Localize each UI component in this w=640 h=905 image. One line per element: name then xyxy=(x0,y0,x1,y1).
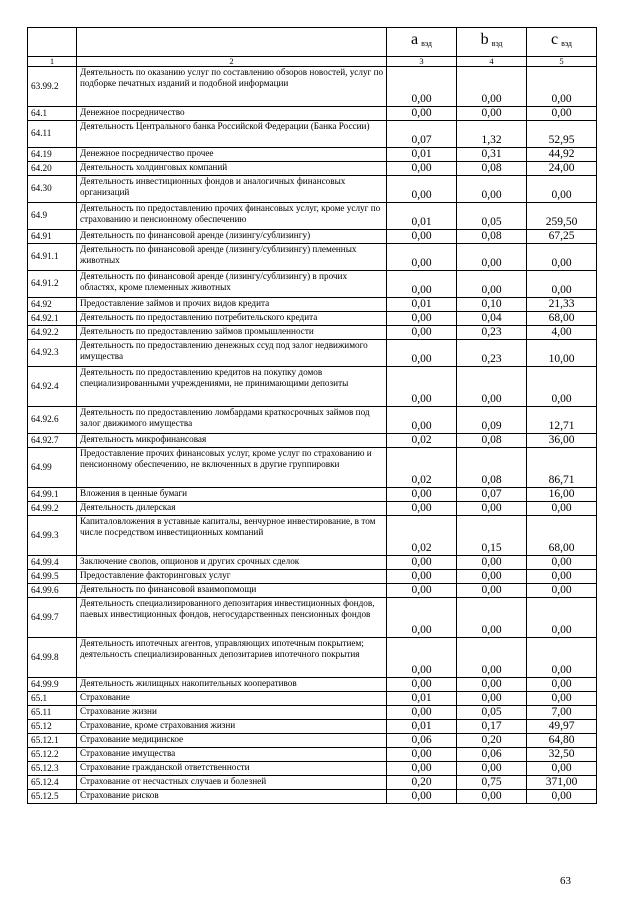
table-row xyxy=(28,107,597,121)
activity-description-cell: Вложения в ценные бумаги xyxy=(77,488,387,502)
col-a-subscript: вэд xyxy=(421,39,432,48)
activity-code-cell: 64.99 xyxy=(28,448,77,488)
table-row xyxy=(28,790,597,804)
value-a-cell: 0,00 xyxy=(387,502,457,516)
activity-code-cell: 65.12 xyxy=(28,720,77,734)
activity-code-cell: 64.99.4 xyxy=(28,556,77,570)
activity-code-cell: 63.99.2 xyxy=(28,67,77,107)
value-b-cell: 0,20 xyxy=(457,734,527,748)
value-b-cell: 0,00 xyxy=(457,107,527,121)
value-b-cell: 0,10 xyxy=(457,298,527,312)
value-a-cell: 0,00 xyxy=(387,638,457,678)
activity-code-cell: 65.11 xyxy=(28,706,77,720)
activity-code-cell: 64.99.6 xyxy=(28,584,77,598)
value-b-cell: 0,04 xyxy=(457,312,527,326)
activity-description-cell: Страхование имущества xyxy=(77,748,387,762)
activity-description-cell: Деятельность по оказанию услуг по составлению обзоров новостей, услуг по подборке печатных изданий и подобной информации xyxy=(77,67,387,107)
col-a-letter: a xyxy=(411,31,419,48)
activity-description-cell: Страхование от несчастных случаев и болезней xyxy=(77,776,387,790)
activity-description-cell: Страхование, кроме страхования жизни xyxy=(77,720,387,734)
value-a-cell: 0,00 xyxy=(387,367,457,407)
table-row xyxy=(28,706,597,720)
value-c-cell: 36,00 xyxy=(527,434,597,448)
value-b-cell: 0,00 xyxy=(457,176,527,203)
value-c-cell: 12,71 xyxy=(527,407,597,434)
activity-description-cell: Предоставление займов и прочих видов кредита xyxy=(77,298,387,312)
value-c-cell: 4,00 xyxy=(527,326,597,340)
activity-code-cell: 64.11 xyxy=(28,121,77,148)
value-b-cell: 0,00 xyxy=(457,638,527,678)
value-b-cell: 0,17 xyxy=(457,720,527,734)
table-row xyxy=(28,244,597,271)
value-a-cell: 0,00 xyxy=(387,570,457,584)
value-b-cell: 0,00 xyxy=(457,67,527,107)
table-row xyxy=(28,162,597,176)
value-c-cell: 7,00 xyxy=(527,706,597,720)
table-row xyxy=(28,148,597,162)
activity-description-cell: Деятельность инвестиционных фондов и аналогичных финансовых организаций xyxy=(77,176,387,203)
value-a-cell: 0,01 xyxy=(387,720,457,734)
value-c-cell: 68,00 xyxy=(527,516,597,556)
value-a-cell: 0,00 xyxy=(387,244,457,271)
table-row xyxy=(28,598,597,638)
value-b-cell: 0,23 xyxy=(457,340,527,367)
value-b-cell: 0,05 xyxy=(457,203,527,230)
header-row xyxy=(28,28,597,57)
activity-description-cell: Деятельность по предоставлению кредитов на покупку домов специализированными учреждениями, не принимающими депозиты xyxy=(77,367,387,407)
activity-code-cell: 64.99.3 xyxy=(28,516,77,556)
value-c-cell: 44,92 xyxy=(527,148,597,162)
activity-code-cell: 64.91 xyxy=(28,230,77,244)
activity-description-cell: Страхование медицинское xyxy=(77,734,387,748)
value-a-cell: 0,00 xyxy=(387,598,457,638)
table-row xyxy=(28,298,597,312)
value-b-cell: 0,05 xyxy=(457,706,527,720)
activity-description-cell: Деятельность по предоставлению потребительского кредита xyxy=(77,312,387,326)
value-a-cell: 0,00 xyxy=(387,790,457,804)
activity-description-cell: Деятельность по финансовой аренде (лизингу/сублизингу) в прочих областях, кроме племенных животных xyxy=(77,271,387,298)
table-row xyxy=(28,762,597,776)
value-b-cell: 0,06 xyxy=(457,748,527,762)
activity-description-cell: Деятельность Центрального банка Российской Федерации (Банка России) xyxy=(77,121,387,148)
table-row xyxy=(28,692,597,706)
code-header-cell xyxy=(28,28,77,57)
activity-description-cell: Деятельность по предоставлению ломбардами краткосрочных займов под залог движимого имущества xyxy=(77,407,387,434)
value-a-cell: 0,00 xyxy=(387,312,457,326)
activity-description-cell: Деятельность холдинговых компаний xyxy=(77,162,387,176)
column-index: 3 xyxy=(387,57,457,67)
table-row xyxy=(28,434,597,448)
value-a-cell: 0,01 xyxy=(387,298,457,312)
table-row xyxy=(28,203,597,230)
value-a-cell: 0,02 xyxy=(387,448,457,488)
description-header-cell xyxy=(77,28,387,57)
value-a-cell: 0,00 xyxy=(387,706,457,720)
value-c-cell: 0,00 xyxy=(527,678,597,692)
col-b-header xyxy=(457,28,527,57)
table-row xyxy=(28,67,597,107)
activity-code-cell: 64.99.1 xyxy=(28,488,77,502)
activity-code-cell: 64.92 xyxy=(28,298,77,312)
table-row xyxy=(28,638,597,678)
value-a-cell: 0,00 xyxy=(387,556,457,570)
value-c-cell: 0,00 xyxy=(527,502,597,516)
value-c-cell: 0,00 xyxy=(527,584,597,598)
activity-code-cell: 65.12.4 xyxy=(28,776,77,790)
value-b-cell: 0,00 xyxy=(457,367,527,407)
activity-description-cell: Денежное посредничество прочее xyxy=(77,148,387,162)
value-a-cell: 0,00 xyxy=(387,230,457,244)
column-index: 1 xyxy=(28,57,77,67)
activity-code-cell: 64.9 xyxy=(28,203,77,230)
activity-code-cell: 65.12.1 xyxy=(28,734,77,748)
document-page xyxy=(27,27,596,804)
column-index: 2 xyxy=(77,57,387,67)
value-b-cell: 0,00 xyxy=(457,502,527,516)
value-c-cell: 0,00 xyxy=(527,107,597,121)
value-c-cell: 0,00 xyxy=(527,176,597,203)
activity-description-cell: Предоставление прочих финансовых услуг, кроме услуг по страхованию и пенсионному обеспечению, не включенных в другие группировки xyxy=(77,448,387,488)
value-a-cell: 0,06 xyxy=(387,734,457,748)
value-c-cell: 0,00 xyxy=(527,790,597,804)
value-b-cell: 0,08 xyxy=(457,448,527,488)
value-a-cell: 0,02 xyxy=(387,516,457,556)
value-c-cell: 371,00 xyxy=(527,776,597,790)
value-a-cell: 0,00 xyxy=(387,488,457,502)
activity-description-cell: Деятельность жилищных накопительных кооперативов xyxy=(77,678,387,692)
table-row xyxy=(28,720,597,734)
table-row xyxy=(28,516,597,556)
col-c-header xyxy=(527,28,597,57)
table-row xyxy=(28,367,597,407)
activity-description-cell: Деятельность микрофинансовая xyxy=(77,434,387,448)
table-row xyxy=(28,584,597,598)
activity-code-cell: 64.91.1 xyxy=(28,244,77,271)
activity-code-cell: 64.99.5 xyxy=(28,570,77,584)
table-row xyxy=(28,556,597,570)
table-row xyxy=(28,734,597,748)
value-c-cell: 32,50 xyxy=(527,748,597,762)
activity-description-cell: Деятельность ипотечных агентов, управляющих ипотечным покрытием; деятельность специализированных депозитариев ипотечного покрытия xyxy=(77,638,387,678)
table-row xyxy=(28,312,597,326)
column-index: 5 xyxy=(527,57,597,67)
activity-code-cell: 64.92.6 xyxy=(28,407,77,434)
value-b-cell: 0,31 xyxy=(457,148,527,162)
table-row xyxy=(28,271,597,298)
value-c-cell: 0,00 xyxy=(527,638,597,678)
value-a-cell: 0,00 xyxy=(387,326,457,340)
activity-code-cell: 64.92.7 xyxy=(28,434,77,448)
value-b-cell: 0,00 xyxy=(457,556,527,570)
table-row xyxy=(28,678,597,692)
table-row xyxy=(28,570,597,584)
value-b-cell: 0,00 xyxy=(457,678,527,692)
value-b-cell: 1,32 xyxy=(457,121,527,148)
value-a-cell: 0,00 xyxy=(387,678,457,692)
value-c-cell: 10,00 xyxy=(527,340,597,367)
table-body xyxy=(28,67,597,804)
value-a-cell: 0,00 xyxy=(387,407,457,434)
activity-description-cell: Деятельность по предоставлению займов промышленности xyxy=(77,326,387,340)
value-a-cell: 0,07 xyxy=(387,121,457,148)
activity-code-cell: 64.92.3 xyxy=(28,340,77,367)
value-c-cell: 259,50 xyxy=(527,203,597,230)
activity-code-cell: 64.99.7 xyxy=(28,598,77,638)
value-c-cell: 16,00 xyxy=(527,488,597,502)
value-c-cell: 68,00 xyxy=(527,312,597,326)
activity-description-cell: Деятельность по предоставлению прочих финансовых услуг, кроме услуг по страхованию и пенсионному обеспечению xyxy=(77,203,387,230)
table-row xyxy=(28,230,597,244)
value-b-cell: 0,08 xyxy=(457,162,527,176)
value-a-cell: 0,00 xyxy=(387,176,457,203)
value-b-cell: 0,08 xyxy=(457,230,527,244)
value-b-cell: 0,00 xyxy=(457,790,527,804)
value-a-cell: 0,00 xyxy=(387,762,457,776)
value-a-cell: 0,00 xyxy=(387,67,457,107)
table-row xyxy=(28,121,597,148)
activity-description-cell: Страхование xyxy=(77,692,387,706)
value-b-cell: 0,15 xyxy=(457,516,527,556)
value-c-cell: 24,00 xyxy=(527,162,597,176)
value-c-cell: 49,97 xyxy=(527,720,597,734)
table-row xyxy=(28,340,597,367)
activity-description-cell: Деятельность по финансовой взаимопомощи xyxy=(77,584,387,598)
value-b-cell: 0,00 xyxy=(457,584,527,598)
value-c-cell: 0,00 xyxy=(527,271,597,298)
table-row xyxy=(28,502,597,516)
value-a-cell: 0,00 xyxy=(387,107,457,121)
col-b-letter: b xyxy=(480,31,489,48)
activity-code-cell: 64.92.2 xyxy=(28,326,77,340)
value-c-cell: 52,95 xyxy=(527,121,597,148)
activity-code-cell: 64.99.9 xyxy=(28,678,77,692)
value-a-cell: 0,00 xyxy=(387,271,457,298)
activity-description-cell: Страхование гражданской ответственности xyxy=(77,762,387,776)
value-b-cell: 0,00 xyxy=(457,570,527,584)
value-b-cell: 0,07 xyxy=(457,488,527,502)
col-c-subscript: вэд xyxy=(561,39,572,48)
value-a-cell: 0,00 xyxy=(387,340,457,367)
value-c-cell: 0,00 xyxy=(527,244,597,271)
value-a-cell: 0,02 xyxy=(387,434,457,448)
value-b-cell: 0,00 xyxy=(457,762,527,776)
activity-description-cell: Деятельность по предоставлению денежных ссуд под залог недвижимого имущества xyxy=(77,340,387,367)
table-row xyxy=(28,326,597,340)
col-a-header xyxy=(387,28,457,57)
table-row xyxy=(28,407,597,434)
activity-description-cell: Деятельность по финансовой аренде (лизингу/сублизингу) племенных животных xyxy=(77,244,387,271)
value-c-cell: 0,00 xyxy=(527,556,597,570)
value-c-cell: 0,00 xyxy=(527,367,597,407)
value-c-cell: 0,00 xyxy=(527,67,597,107)
activity-description-cell: Страхование жизни xyxy=(77,706,387,720)
value-b-cell: 0,00 xyxy=(457,271,527,298)
activity-description-cell: Деятельность по финансовой аренде (лизингу/сублизингу) xyxy=(77,230,387,244)
activity-description-cell: Предоставление факторинговых услуг xyxy=(77,570,387,584)
value-b-cell: 0,23 xyxy=(457,326,527,340)
column-index: 4 xyxy=(457,57,527,67)
activity-code-cell: 64.1 xyxy=(28,107,77,121)
activity-description-cell: Страхование рисков xyxy=(77,790,387,804)
activity-code-cell: 64.99.2 xyxy=(28,502,77,516)
activity-code-cell: 64.20 xyxy=(28,162,77,176)
table-row xyxy=(28,488,597,502)
activity-code-cell: 65.1 xyxy=(28,692,77,706)
value-b-cell: 0,75 xyxy=(457,776,527,790)
activity-description-cell: Деятельность дилерская xyxy=(77,502,387,516)
activity-code-cell: 65.12.2 xyxy=(28,748,77,762)
activity-description-cell: Денежное посредничество xyxy=(77,107,387,121)
value-c-cell: 86,71 xyxy=(527,448,597,488)
activity-code-cell: 64.19 xyxy=(28,148,77,162)
value-c-cell: 0,00 xyxy=(527,598,597,638)
activity-code-cell: 64.92.1 xyxy=(28,312,77,326)
value-c-cell: 0,00 xyxy=(527,762,597,776)
activity-code-cell: 64.30 xyxy=(28,176,77,203)
value-a-cell: 0,01 xyxy=(387,148,457,162)
value-b-cell: 0,08 xyxy=(457,434,527,448)
activity-code-cell: 64.92.4 xyxy=(28,367,77,407)
value-a-cell: 0,00 xyxy=(387,162,457,176)
column-index-row xyxy=(28,57,597,67)
value-a-cell: 0,01 xyxy=(387,203,457,230)
value-b-cell: 0,00 xyxy=(457,598,527,638)
value-c-cell: 64,80 xyxy=(527,734,597,748)
activity-description-cell: Капиталовложения в уставные капиталы, венчурное инвестирование, в том числе посредством инвестиционных компаний xyxy=(77,516,387,556)
value-a-cell: 0,01 xyxy=(387,692,457,706)
value-c-cell: 0,00 xyxy=(527,692,597,706)
activity-code-cell: 65.12.5 xyxy=(28,790,77,804)
value-b-cell: 0,09 xyxy=(457,407,527,434)
value-c-cell: 67,25 xyxy=(527,230,597,244)
activity-code-cell: 65.12.3 xyxy=(28,762,77,776)
activity-code-cell: 64.99.8 xyxy=(28,638,77,678)
activity-description-cell: Заключение свопов, опционов и других срочных сделок xyxy=(77,556,387,570)
col-b-subscript: вэд xyxy=(491,39,503,48)
col-c-letter: c xyxy=(551,31,559,48)
table-row xyxy=(28,748,597,762)
table-row xyxy=(28,776,597,790)
value-b-cell: 0,00 xyxy=(457,692,527,706)
activity-description-cell: Деятельность специализированного депозитария инвестиционных фондов, паевых инвестиционных фондов, негосударственных пенсионных фондов xyxy=(77,598,387,638)
value-c-cell: 21,33 xyxy=(527,298,597,312)
value-a-cell: 0,00 xyxy=(387,748,457,762)
table-row xyxy=(28,448,597,488)
value-a-cell: 0,20 xyxy=(387,776,457,790)
activity-coefficient-table xyxy=(27,27,597,804)
table-row xyxy=(28,176,597,203)
value-b-cell: 0,00 xyxy=(457,244,527,271)
value-a-cell: 0,00 xyxy=(387,584,457,598)
activity-code-cell: 64.91.2 xyxy=(28,271,77,298)
value-c-cell: 0,00 xyxy=(527,570,597,584)
page-number: 63 xyxy=(560,875,571,887)
